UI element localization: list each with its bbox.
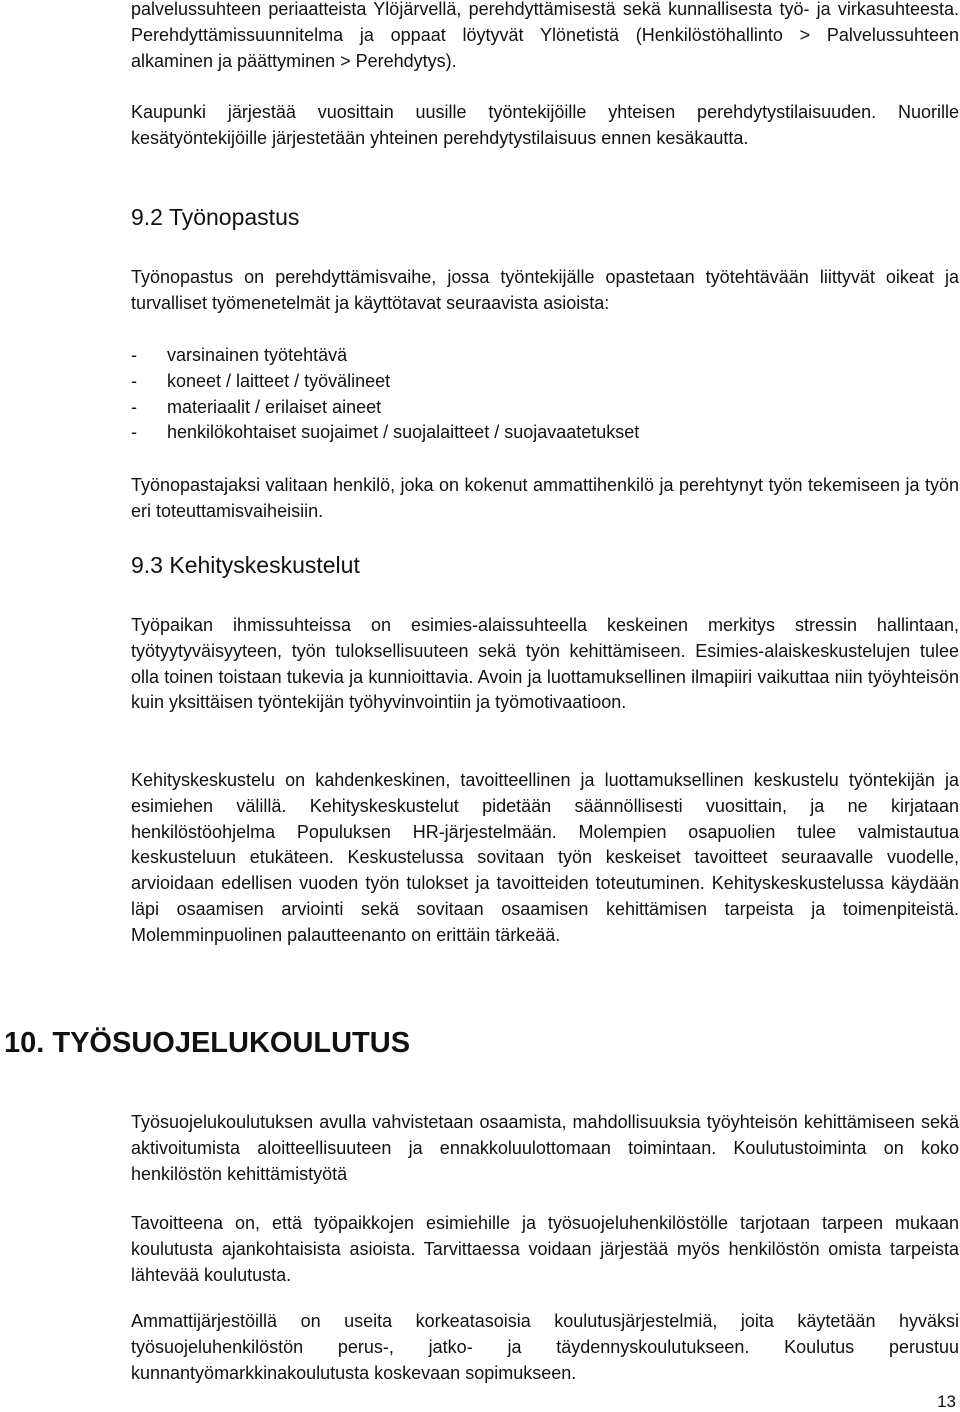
list-bullet: - xyxy=(131,370,137,391)
list-bullet: - xyxy=(131,422,137,443)
list-bullet: - xyxy=(131,396,137,417)
section-9-3-paragraph-1: Työpaikan ihmissuhteissa on esimies-alaissuhteella keskeinen merkitys stressin hallintaan, työtyytyväisyyteen, työn tuloksellisuuteen sekä työn kehittämiseen. Esimies-alaiskeskustelujen tulee olla toinen toistaan tukevia ja kunnioittavia. Avoin ja luottamuksellinen ilmapiiri vaikuttaa niin työyhteisön kuin yksittäisen työntekijän työhyvinvointiin ja työmotivaatioon. xyxy=(131,615,959,713)
section-9-2-paragraph: Työnopastus on perehdyttämisvaihe, jossa työntekijälle opastetaan työtehtävään liittyvät oikeat ja turvalliset työmenetelmät ja käyttötavat seuraavista asioista: xyxy=(131,267,959,313)
section-9-2-heading: 9.2 Työnopastus xyxy=(131,204,300,230)
list-item: - varsinainen työtehtävä xyxy=(131,343,959,369)
section-9-3-heading: 9.3 Kehityskeskustelut xyxy=(131,552,360,578)
orientation-event-paragraph: Kaupunki järjestää vuosittain uusille työntekijöille yhteisen perehdytystilaisuuden. Nuorille kesätyöntekijöille järjestetään yhteinen perehdytystilaisuus ennen kesäkautta. xyxy=(131,102,959,148)
section-9-3-paragraph-2: Kehityskeskustelu on kahdenkeskinen, tavoitteellinen ja luottamuksellinen keskustelu työntekijän ja esimiehen välillä. Kehityskeskustelut pidetään säännöllisesti vuosittain, ja ne kirjataan henkilöstöohjelma Populuksen HR-järjestelmään. Molempien osapuolien tulee valmistautua keskusteluun etukäteen. Keskustelussa sovitaan työn keskeiset tavoitteet seuraavalle vuodelle, arvioidaan edellisen vuoden työn tulokset ja tavoitteiden toteutuminen. Kehityskeskustelussa käydään läpi osaamisen arviointi sekä sovitaan osaamisen kehittämisen tarpeista ja toimenpiteistä. Molemminpuolinen palautteenanto on erittäin tärkeää. xyxy=(131,770,959,945)
section-10-paragraph-3: Ammattijärjestöillä on useita korkeatasoisia koulutusjärjestelmiä, joita käytetään hyväksi työsuojeluhenkilöstön perus-, jatko- ja täydennyskoulutukseen. Koulutus perustuu kunnantyömarkkinakoulutusta koskevaan sopimukseen. xyxy=(131,1311,959,1383)
list-item: - henkilökohtaiset suojaimet / suojalaitteet / suojavaatetukset xyxy=(131,420,959,446)
section-10-paragraph-2: Tavoitteena on, että työpaikkojen esimiehille ja työsuojeluhenkilöstölle tarjotaan tarpeen mukaan koulutusta ajankohtaisista asioista. Tarvittaessa voidaan järjestää myös henkilöstön omista tarpeista lähtevää koulutusta. xyxy=(131,1213,959,1285)
intro-paragraph: palvelussuhteen periaatteista Ylöjärvellä, perehdyttämisestä sekä kunnallisesta työ- ja virkasuhteesta. Perehdyttämissuunnitelma ja oppaat löytyvät Ylönetistä (Henkilöstöhallinto > Palvelussuhteen alkaminen ja päättyminen > Perehdytys). xyxy=(131,0,959,71)
section-10-paragraph-1: Työsuojelukoulutuksen avulla vahvistetaan osaamista, mahdollisuuksia työyhteisön kehittämiseen sekä aktivoitumista aloitteellisuuteen ja ennakkoluulottomaan toimintaan. Koulutustoiminta on koko henkilöstön kehittämistyötä xyxy=(131,1112,959,1184)
list-bullet: - xyxy=(131,345,137,365)
list-item: - materiaalit / erilaiset aineet xyxy=(131,395,959,421)
list-item: - koneet / laitteet / työvälineet xyxy=(131,369,959,395)
page-number: 13 xyxy=(937,1392,956,1411)
instruction-topics-list xyxy=(131,343,959,446)
section-10-heading: 10. TYÖSUOJELUKOULUTUS xyxy=(4,1027,411,1059)
section-9-2-closing-paragraph: Työnopastajaksi valitaan henkilö, joka on kokenut ammattihenkilö ja perehtynyt työn tekemiseen ja työn eri toteuttamisvaiheisiin. xyxy=(131,475,959,521)
